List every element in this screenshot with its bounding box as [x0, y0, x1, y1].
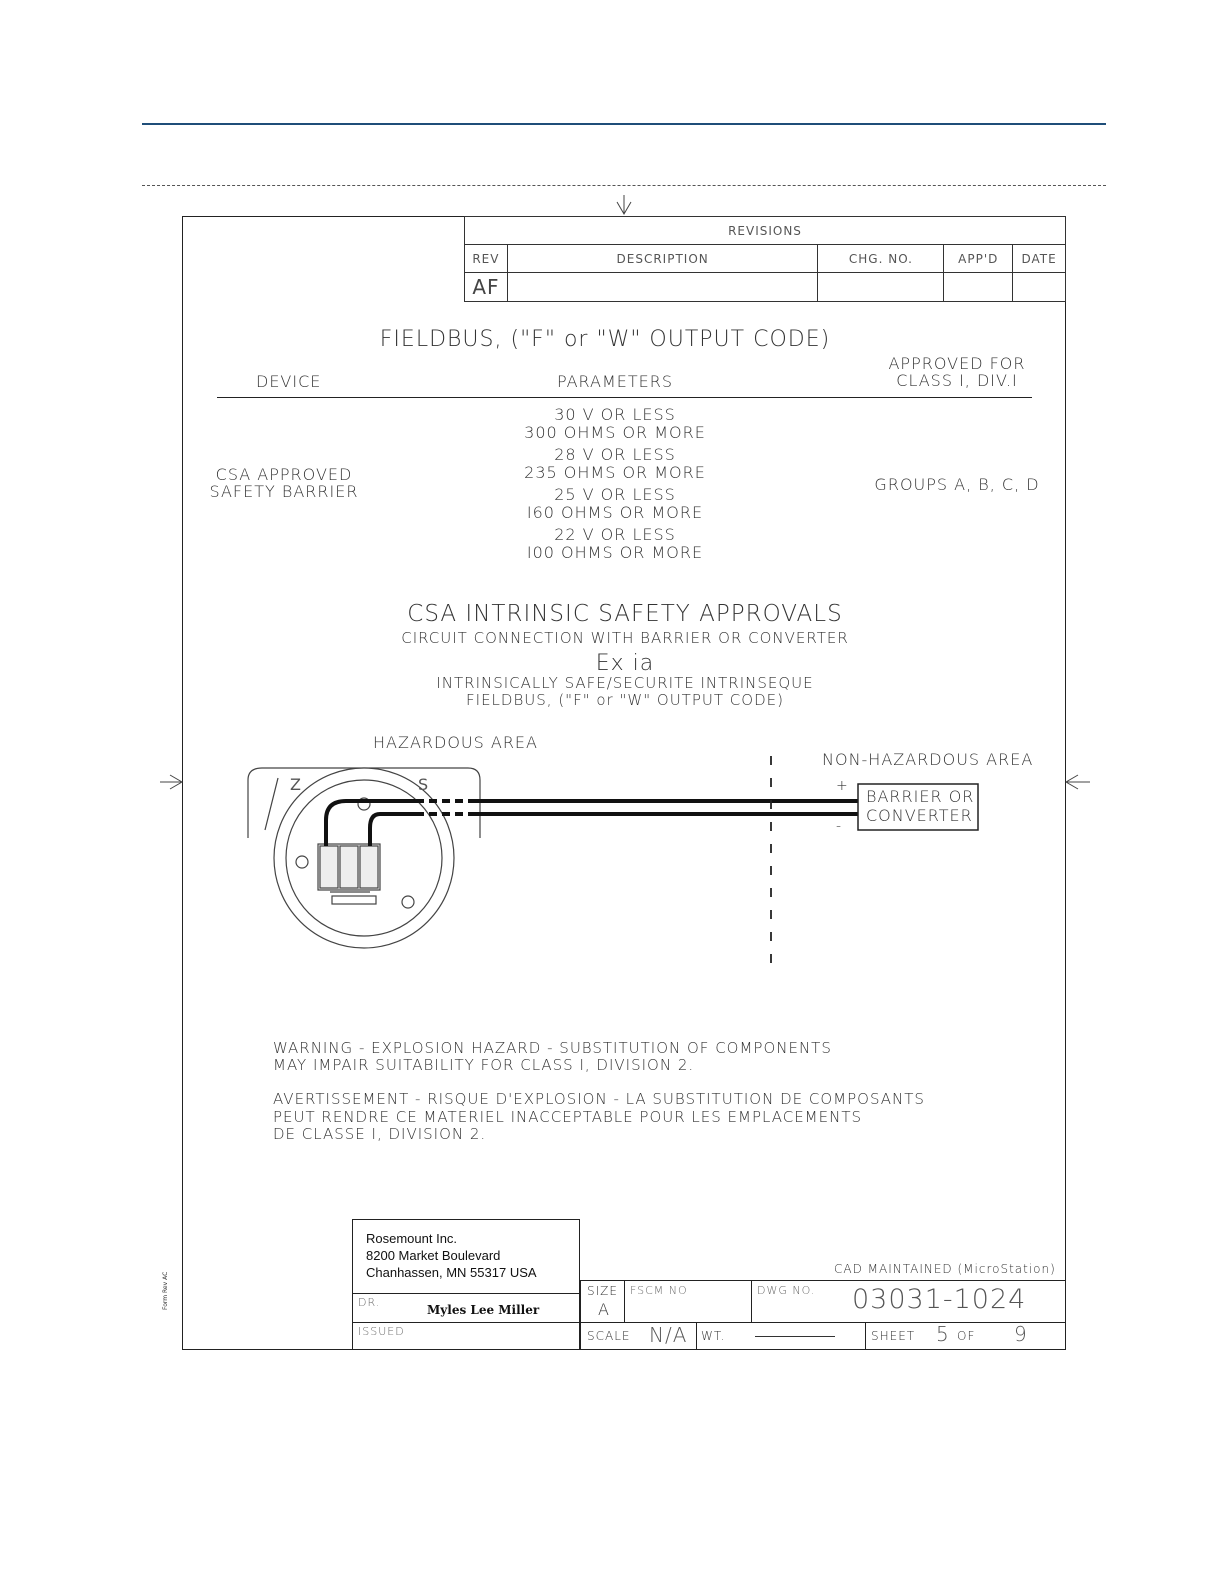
transmitter-housing [248, 768, 480, 948]
non-hazardous-area-label: NON-HAZARDOUS AREA [822, 750, 1034, 769]
revisions-title: REVISIONS [465, 217, 1066, 245]
voltage-value: 28 V OR LESS [554, 445, 676, 464]
scale-value: N/A [649, 1323, 688, 1347]
device-line2: SAFETY BARRIER [209, 482, 359, 501]
approval-table-title: FIELDBUS, ("F" or "W" OUTPUT CODE) [379, 327, 831, 352]
resistance-value: I00 OHMS OR MORE [526, 542, 704, 562]
cad-maintained-label: CAD MAINTAINED (MicroStation) [834, 1262, 1056, 1276]
company-address [366, 1230, 537, 1281]
size-value: A [598, 1300, 610, 1319]
sheet-label: SHEET [871, 1329, 916, 1343]
title-block-divider [865, 1322, 866, 1350]
section-arrow-right [1066, 775, 1090, 789]
hazardous-area-label: HAZARDOUS AREA [373, 733, 538, 752]
approved-header-line2: CLASS I, DIV.I [896, 371, 1018, 390]
rev-header: REV [465, 245, 508, 273]
form-revision-label: Form Rev AC [162, 1271, 169, 1310]
title-block-divider [580, 1280, 581, 1350]
voltage-value: 30 V OR LESS [554, 405, 676, 424]
appd-header: APP'D [944, 245, 1013, 273]
barrier-label-line2: CONVERTER [866, 806, 973, 825]
warning-french [273, 1091, 925, 1144]
warning-fr-line2: PEUT RENDRE CE MATERIEL INACCEPTABLE POUR LES EMPLACEMENTS [273, 1107, 862, 1126]
resistance-value: 300 OHMS OR MORE [524, 422, 706, 442]
resistance-value: I60 OHMS OR MORE [526, 502, 704, 522]
barrier-label-line1: BARRIER OR [866, 787, 975, 806]
barrier-label [866, 787, 974, 825]
warning-en-line1: WARNING - EXPLOSION HAZARD - SUBSTITUTION OF COMPONENTS [273, 1039, 832, 1057]
sheet-total: 9 [1014, 1322, 1028, 1346]
title-block-divider [352, 1322, 1066, 1323]
date-header: DATE [1013, 245, 1066, 273]
dwg-no-label: DWG NO. [757, 1284, 816, 1297]
section-arrow-top [617, 195, 631, 214]
title-block-divider [352, 1293, 580, 1294]
fscm-label: FSCM NO [630, 1284, 688, 1297]
svg-text:S: S [418, 775, 429, 794]
warning-fr-line3: DE CLASSE I, DIVISION 2. [273, 1125, 487, 1143]
device-line1: CSA APPROVED [215, 465, 353, 484]
of-label: OF [957, 1329, 976, 1343]
warning-fr-line1: AVERTISSEMENT - RISQUE D'EXPLOSION - LA SUBSTITUTION DE COMPOSANTS [273, 1090, 925, 1108]
minus-terminal-label: - [836, 818, 843, 834]
title-block-divider [696, 1322, 697, 1350]
issued-label: ISSUED [358, 1325, 405, 1338]
parameters-column-header: PARAMETERS [556, 372, 674, 391]
sheet-number: 5 [936, 1322, 950, 1346]
weight-label: WT. [701, 1329, 726, 1343]
ex-ia-label: Ex ia [595, 651, 655, 676]
approved-header-line1: APPROVED FOR [888, 354, 1026, 373]
warning-en-line2: MAY IMPAIR SUITABILITY FOR CLASS I, DIVISION 2. [273, 1056, 695, 1074]
dwg-number: 03031-1024 [852, 1284, 1027, 1315]
drawn-by-label: DR. [358, 1296, 381, 1309]
approvals-subheading: CIRCUIT CONNECTION WITH BARRIER OR CONVERTER [401, 629, 849, 647]
plus-terminal-label: + [836, 778, 849, 794]
device-column-header: DEVICE [256, 372, 322, 391]
voltage-value: 22 V OR LESS [554, 525, 676, 544]
svg-text:Z: Z [290, 775, 301, 794]
fieldbus-output-label: FIELDBUS, ("F" or "W" OUTPUT CODE) [466, 691, 784, 709]
rev-value: AF [465, 273, 508, 302]
resistance-value: 235 OHMS OR MORE [524, 462, 706, 482]
section-arrow-left [160, 775, 182, 789]
intrinsically-safe-label: INTRINSICALLY SAFE/SECURITE INTRINSEQUE [436, 674, 814, 692]
weight-blank-line [755, 1336, 835, 1337]
voltage-value: 25 V OR LESS [554, 485, 676, 504]
size-label: SIZE [587, 1284, 618, 1298]
title-block-divider [624, 1280, 625, 1322]
drawn-by-signature: Myles Lee Miller [427, 1303, 540, 1317]
title-block-divider [751, 1280, 752, 1322]
groups-cell: GROUPS A, B, C, D [874, 475, 1040, 494]
scale-label: SCALE [587, 1329, 631, 1343]
chg-no-header: CHG. NO. [818, 245, 944, 273]
warning-english [273, 1040, 832, 1074]
company-city: Chanhassen, MN 55317 USA [366, 1265, 537, 1280]
company-name: Rosemount Inc. [366, 1231, 458, 1246]
company-street: 8200 Market Boulevard [366, 1248, 501, 1263]
approvals-heading: CSA INTRINSIC SAFETY APPROVALS [407, 601, 843, 627]
description-header: DESCRIPTION [507, 245, 818, 273]
title-block-divider [580, 1280, 1066, 1281]
